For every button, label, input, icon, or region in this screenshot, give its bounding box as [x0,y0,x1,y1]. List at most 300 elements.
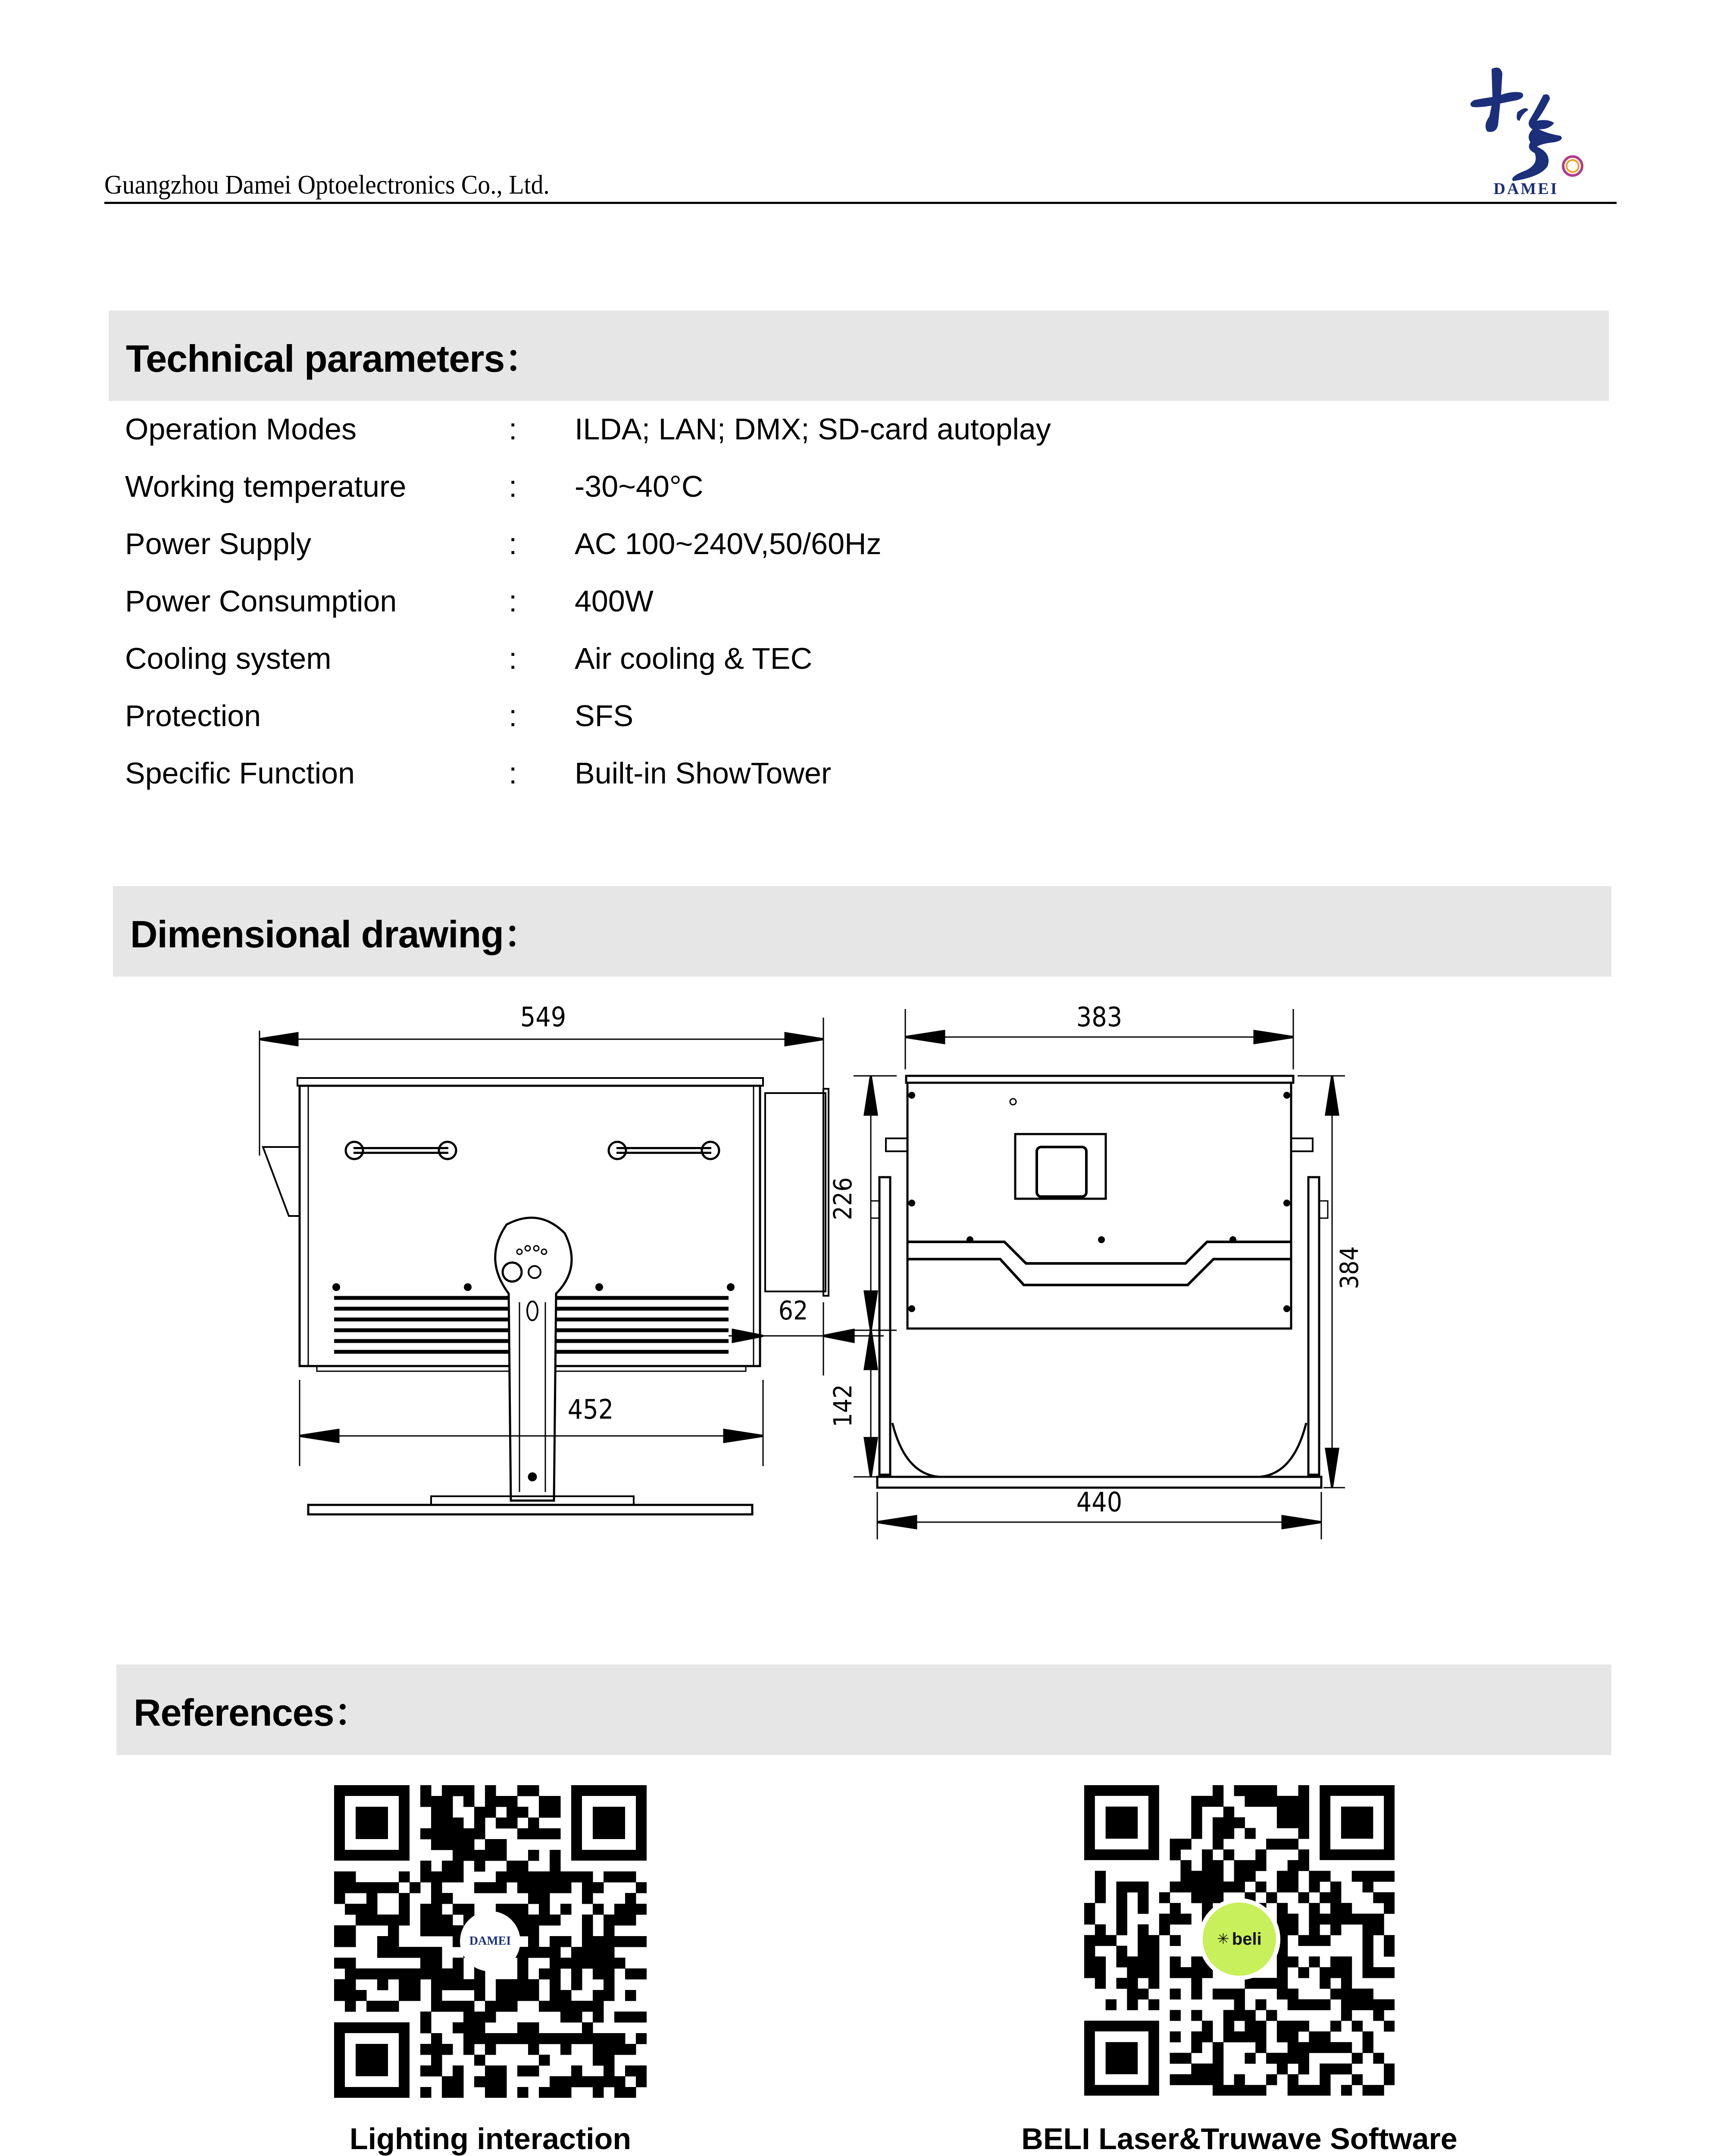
qr-module [1191,2074,1202,2085]
qr-module [345,1968,356,1980]
qr-module [463,1904,475,1915]
qr-module [1191,1892,1202,1903]
qr-module [560,1958,572,1969]
qr-module [1170,1881,1181,1892]
qr-module [1202,2064,1213,2075]
param-label: Power Consumption [125,584,397,618]
qr-module [1330,1967,1341,1978]
qr-module [1288,1860,1298,1871]
qr-module [1341,1989,1352,1999]
qr-module [1191,1807,1202,1818]
qr-module [593,1936,604,1947]
qr-finder-pattern [1106,1807,1138,1839]
qr-module [1213,2074,1223,2085]
qr-module [593,2076,604,2087]
qr-module [582,2001,593,2012]
qr-module [1298,1828,1309,1839]
qr-module [1266,1796,1277,1807]
param-value: Built-in ShowTower [575,756,832,790]
qr-module [388,1968,399,1980]
qr-module [550,1936,561,1947]
qr-finder-pattern [1106,2042,1138,2074]
qr-module [1202,1871,1213,1882]
qr-module [593,2044,604,2055]
qr-module [550,1968,561,1980]
qr-module [539,1882,550,1893]
qr-module [1363,1871,1373,1882]
qr-module [1159,1892,1170,1903]
qr-module [571,2012,582,2023]
qr-module [431,2055,442,2066]
qr-module [1266,1892,1277,1903]
qr-module [1384,1892,1395,1903]
qr-code-lighting-interaction[interactable] [334,1785,647,2098]
qr-module [345,1958,356,1969]
qr-module [1373,1914,1384,1924]
qr-module [1255,2085,1266,2096]
qr-module [1191,1828,1202,1839]
qr-module [442,2044,453,2055]
qr-module [345,2001,356,2012]
qr-module [1213,1817,1223,1828]
qr-module [1223,1828,1234,1839]
qr-module [528,1850,539,1861]
qr-module [604,1936,615,1947]
beli-logo-text: beli [1232,1929,1262,1949]
qr-module [636,2065,647,2077]
qr-module [528,1882,539,1893]
qr-module [1298,2053,1309,2064]
qr-module [1213,2064,1223,2075]
qr-module [1213,1860,1223,1871]
svg-text:DAMEI: DAMEI [1493,180,1559,198]
section-header-references [116,1664,1611,1755]
param-label: Protection [125,699,261,733]
qr-module [1116,1914,1127,1924]
qr-module [453,1785,464,1796]
qr-module [345,1936,356,1947]
qr-module [1288,1999,1298,2010]
qr-module [1138,1881,1148,1892]
qr-module [1138,1903,1148,1914]
qr-module [1213,1871,1223,1882]
dimensional-drawing-svg [241,992,1492,1552]
qr-module [431,1839,442,1850]
qr-module [1277,1817,1288,1828]
qr-module [1202,1860,1213,1871]
qr-module [1255,1860,1266,1871]
qr-module [453,1839,464,1850]
qr-module [1116,1924,1127,1935]
qr-module [334,1958,345,1969]
qr-module [1298,1807,1309,1818]
qr-module [431,1968,442,1980]
qr-module [1191,2042,1202,2053]
qr-module [399,1990,410,2001]
qr-module [550,1861,561,1872]
qr-module [345,1979,356,1990]
qr-module [496,2033,507,2044]
qr-module [420,2087,432,2098]
qr-module [1363,1999,1373,2010]
qr-module [1341,1999,1352,2010]
qr-module [356,1915,367,1926]
qr-module [1234,1860,1245,1871]
qr-module [1255,1881,1266,1892]
qr-module [1266,2053,1277,2064]
qr-module [366,1915,378,1926]
qr-module [539,2001,550,2012]
qr-module [528,1818,539,1829]
qr-module [604,2055,615,2066]
qr-module [388,1882,399,1893]
qr-module [560,1904,572,1915]
qr-module [1330,1914,1341,1924]
qr-module [1298,1999,1309,2010]
qr-module [474,2022,485,2034]
qr-module [1213,1796,1223,1807]
qr-module [1213,1881,1223,1892]
qr-module [539,1968,550,1980]
qr-module [1095,1967,1106,1978]
qr-module [1148,1978,1159,1989]
qr-module [571,1871,582,1883]
qr-module [1298,1785,1309,1796]
qr-module [1352,1999,1363,2010]
qr-module [420,2044,432,2055]
qr-module [496,1839,507,1850]
qr-module [485,2065,496,2077]
qr-module [1170,1903,1181,1914]
qr-module [550,1807,561,1818]
qr-module [1277,1967,1288,1978]
qr-module [1116,1978,1127,1989]
qr-module [1084,1946,1095,1956]
qr-module [507,2001,518,2012]
qr-module [1213,1828,1223,1839]
qr-module [1363,1967,1373,1978]
qr-module [442,1818,453,1829]
qr-module [550,1990,561,2001]
qr-module [582,1925,593,1937]
qr-module [582,1947,593,1958]
qr-module [1320,1999,1330,2010]
qr-module [517,1979,529,1990]
dimensional-drawing [241,992,1492,1552]
qr-module [1223,2021,1234,2031]
qr-code-beli-software[interactable] [1084,1785,1395,2096]
qr-module [1320,2085,1330,2096]
qr-module [517,1968,529,1980]
qr-module [1309,1935,1320,1946]
qr-module [528,2065,539,2077]
qr-module [1191,1796,1202,1807]
qr-module [1170,2053,1181,2064]
qr-finder-pattern [1341,1807,1373,1839]
qr-module [636,2076,647,2087]
qr-module [1288,1807,1298,1818]
qr-module [517,2065,529,2077]
qr-module [1191,1989,1202,1999]
qr-module [507,1904,518,1915]
qr-module [496,2001,507,2012]
qr-module [1148,1999,1159,2010]
qr-module [1320,1914,1330,1924]
qr-module [593,1968,604,1980]
qr-module [528,1871,539,1883]
param-label: Cooling system [125,642,332,675]
qr-module [517,1861,529,1872]
qr-module [1277,1914,1288,1924]
qr-module [614,1915,626,1926]
qr-module [420,1968,432,1980]
qr-module [571,2001,582,2012]
qr-module [1180,1967,1191,1978]
qr-module [377,2001,388,2012]
qr-module [1384,1999,1395,2010]
qr-module [1363,2085,1373,2096]
qr-module [1330,2064,1341,2075]
qr-module [539,1807,550,1818]
qr-module [1277,1989,1288,1999]
qr-module [431,2044,442,2055]
qr-module [1277,2053,1288,2064]
qr-module [1202,1796,1213,1807]
qr-module [1309,1914,1320,1924]
param-value: AC 100~240V,50/60Hz [575,527,882,561]
qr-module [1095,1881,1106,1892]
qr-module [1298,1935,1309,1946]
qr-module [463,2022,475,2034]
qr-module [625,2087,636,2098]
qr-module [625,1936,636,1947]
qr-module [431,1915,442,1926]
qr-module [582,1893,593,1904]
qr-module [1170,1989,1181,1999]
qr-module [614,1904,626,1915]
qr-module [1330,1989,1341,1999]
qr-finder-pattern [356,2044,388,2076]
qr-module [1191,2010,1202,2021]
qr-module [442,1893,453,1904]
qr-module [571,1958,582,1969]
qr-module [1234,2074,1245,2085]
qr-module [1095,1978,1106,1989]
qr-module [485,1796,496,1807]
qr-module [1180,2074,1191,2085]
header-divider [104,202,1617,204]
qr-module [399,1904,410,1915]
qr-module [1352,2053,1363,2064]
qr-module [453,2087,464,2098]
qr-module [550,1958,561,1969]
qr-module [1363,2031,1373,2042]
qr-module [1309,1903,1320,1914]
qr-module [334,1871,345,1883]
qr-module [410,1990,421,2001]
qr-module [1320,1935,1330,1946]
qr-module [1352,2074,1363,2085]
qr-module [1309,1956,1320,1967]
qr-module [1255,1999,1266,2010]
qr-module [399,1893,410,1904]
qr-module [453,1850,464,1861]
qr-module [528,1925,539,1937]
qr-module [410,1968,421,1980]
qr-module [1298,1817,1309,1828]
qr-module [1288,2042,1298,2053]
qr-module [539,2033,550,2044]
qr-module [1084,1967,1095,1978]
qr-module [399,1968,410,1980]
qr-module [614,2012,626,2023]
qr-module [1363,1924,1373,1935]
dim-label-142: 142 [828,1384,857,1427]
dim-label-549: 549 [520,1001,566,1033]
qr-module [1298,1796,1309,1807]
qr-module [356,1904,367,1915]
qr-module [550,1828,561,1839]
qr-module [528,2033,539,2044]
qr-module [1213,2053,1223,2064]
qr-module [431,1904,442,1915]
qr-module [1180,1871,1191,1882]
qr-module [420,1828,432,1839]
qr-module [453,1818,464,1829]
qr-module [528,1893,539,1904]
qr-module [399,1871,410,1883]
qr-module [1191,1817,1202,1828]
qr-module [1234,1817,1245,1828]
qr-module [377,1915,388,1926]
qr-module [1309,2042,1320,2053]
qr-module [1223,2031,1234,2042]
qr-module [474,1850,485,1861]
qr-module [1330,1956,1341,1967]
qr-module [1245,1828,1255,1839]
qr-module [507,1807,518,1818]
qr-module [431,1818,442,1829]
section-title-references: References： [134,1691,372,1734]
qr-module [420,1915,432,1926]
qr-module [334,1925,345,1937]
qr-module [604,2044,615,2055]
qr-module [625,1990,636,2001]
qr-module [1255,2031,1266,2042]
qr-module [1288,1914,1298,1924]
qr-module [1288,1817,1298,1828]
qr-module [1191,2031,1202,2042]
qr-module [550,2076,561,2087]
qr-module [1127,1967,1138,1978]
qr-module [1288,1871,1298,1882]
qr-module [1373,2010,1384,2021]
section-header-technical [109,310,1609,401]
qr-module [463,2001,475,2012]
qr-module [399,1915,410,1926]
qr-module [593,2001,604,2012]
qr-module [571,1979,582,1990]
qr-module [366,2001,378,2012]
param-separator: : [509,412,517,446]
qr-module [560,1882,572,1893]
qr-module [1213,1989,1223,1999]
qr-module [517,1958,529,1969]
qr-module [550,2087,561,2098]
qr-module [614,2076,626,2087]
qr-module [474,1979,485,1990]
qr-module [528,1785,539,1796]
qr-module [442,1796,453,1807]
qr-module [1341,1903,1352,1914]
qr-module [1330,1892,1341,1903]
qr-module [1330,1881,1341,1892]
qr-module [399,1947,410,1958]
qr-module [1191,1881,1202,1892]
qr-module [1266,2010,1277,2021]
qr-module [593,1882,604,1893]
qr-module [1223,1989,1234,1999]
qr-module [1288,1839,1298,1849]
damei-logo [1461,60,1591,198]
qr-module [1255,1796,1266,1807]
qr-module [496,1990,507,2001]
qr-module [1127,1978,1138,1989]
qr-module [1095,1935,1106,1946]
param-label: Specific Function [125,756,355,790]
qr-module [1170,2074,1181,2085]
qr-module [625,1968,636,1980]
qr-module [1255,2021,1266,2031]
qr-finder-pattern [593,1807,625,1839]
qr-module [550,1979,561,1990]
qr-module [1288,2085,1298,2096]
qr-module [1373,1924,1384,1935]
qr-module [604,2076,615,2087]
qr-module [1180,1881,1191,1892]
qr-center-logo-beli [1198,1898,1280,1980]
qr-module [1309,1999,1320,2010]
qr-module [1127,1956,1138,1967]
qr-module [1277,1881,1288,1892]
qr-module [431,1958,442,1969]
qr-module [1384,1946,1395,1956]
qr-module [1384,1903,1395,1914]
qr-module [431,1979,442,1990]
param-separator: : [509,527,517,561]
qr-module [431,2065,442,2077]
qr-module [485,1882,496,1893]
qr-module [571,2065,582,2077]
qr-module [463,1979,475,1990]
qr-module [1223,1807,1234,1818]
param-separator: : [509,584,517,618]
qr-module [442,1979,453,1990]
qr-module [1234,1989,1245,1999]
qr-module [1245,1871,1255,1882]
qr-module [1309,1871,1320,1882]
dim-label-383: 383 [1076,1001,1123,1033]
qr-module [614,1936,626,1947]
qr-module [1223,1881,1234,1892]
qr-module [366,1893,378,1904]
dim-label-452: 452 [567,1394,614,1425]
qr-module [1373,1967,1384,1978]
qr-module [1084,1956,1095,1967]
qr-module [474,2012,485,2023]
qr-module [636,1882,647,1893]
qr-module [474,2055,485,2066]
